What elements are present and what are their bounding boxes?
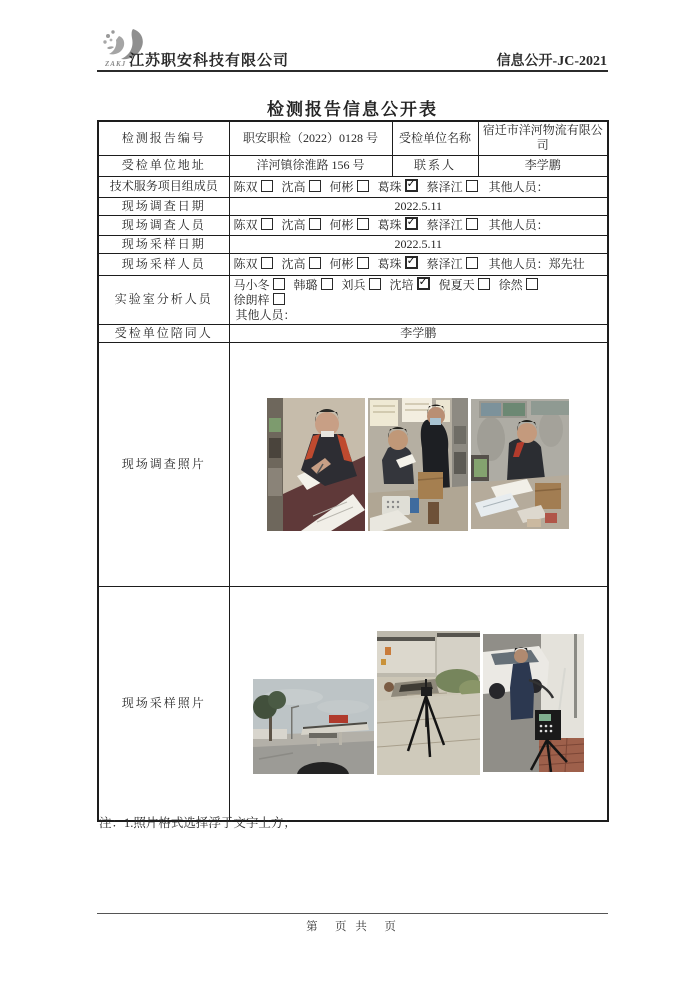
row-address [98, 155, 608, 176]
member-name: 陈双 [234, 180, 273, 194]
member-name: 沈高 [282, 218, 321, 232]
logo-text: ZAKJ [105, 60, 127, 68]
sampling-photos-label: 现场采样照片 [98, 586, 229, 821]
company-name: 江苏职安科技有限公司 [129, 53, 290, 69]
row-escort [98, 324, 608, 342]
escort-label: 受检单位陪同人 [98, 324, 229, 342]
checkbox-unchecked-icon [526, 278, 538, 290]
lab-staff-label: 实验室分析人员 [98, 275, 229, 324]
unit-address-value: 洋河镇徐淮路 156 号 [229, 155, 392, 176]
survey-photos-cell [229, 342, 608, 586]
member-name: 何彬 [330, 180, 369, 194]
checkbox-checked-icon [405, 217, 418, 230]
member-name: 蔡泽江 [427, 257, 478, 271]
footnote: 注：1.照片格式选择浮于文字上方； [99, 816, 296, 830]
other-personnel: 其他人员： [488, 179, 549, 194]
report-no-label: 检测报告编号 [98, 121, 229, 155]
member-name: 韩璐 [294, 278, 333, 292]
checkbox-unchecked-icon [261, 257, 273, 269]
member-name: 葛珠 ✓ [378, 257, 418, 271]
sampling-photos-cell [229, 586, 608, 821]
member-name: 沈高 [282, 180, 321, 194]
report-no-value: 职安职检（2022）0128 号 [229, 121, 392, 155]
escort-value: 李学鹏 [229, 324, 608, 342]
checkbox-checked-icon [405, 256, 418, 269]
other-personnel: 其他人员：郑先壮 [488, 257, 585, 271]
member-name: 徐然 [499, 278, 538, 292]
doc-code: 信息公开-JC-2021 [496, 54, 607, 69]
member-name: 徐朗梓 [234, 293, 285, 307]
survey-photo-3 [471, 399, 569, 529]
checkbox-unchecked-icon [309, 218, 321, 230]
member-name: 沈培 ✓ [390, 278, 430, 292]
survey-date-label: 现场调查日期 [98, 197, 229, 215]
survey-photo-2 [368, 398, 468, 531]
checkbox-unchecked-icon [321, 278, 333, 290]
other-personnel: 其他人员： [235, 307, 296, 322]
contact-label: 联系人 [392, 155, 478, 176]
tech-team-label: 技术服务项目组成员 [98, 176, 229, 197]
checkbox-unchecked-icon [466, 180, 478, 192]
survey-staff-label: 现场调查人员 [98, 215, 229, 235]
survey-photos-label: 现场调查照片 [98, 342, 229, 586]
other-personnel: 其他人员： [488, 218, 549, 232]
sampling-photo-2 [377, 631, 480, 775]
sampling-staff-members [229, 253, 608, 275]
member-name: 何彬 [330, 218, 369, 232]
report-form-table [97, 120, 609, 822]
sampling-staff-label: 现场采样人员 [98, 253, 229, 275]
checkbox-unchecked-icon [309, 180, 321, 192]
page-title: 检测报告信息公开表 [267, 100, 438, 119]
member-name: 葛珠 ✓ [378, 180, 418, 194]
checkbox-unchecked-icon [261, 180, 273, 192]
survey-staff-members [229, 215, 608, 235]
sampling-date-value: 2022.5.11 [229, 235, 608, 253]
footer-rule [97, 913, 608, 914]
survey-photo-1 [267, 398, 365, 531]
row-sampling-date [98, 235, 608, 253]
checkbox-unchecked-icon [357, 218, 369, 230]
row-survey-date [98, 197, 608, 215]
sampling-date-label: 现场采样日期 [98, 235, 229, 253]
checkbox-unchecked-icon [273, 293, 285, 305]
row-report-no [98, 121, 608, 155]
lab-staff-members [229, 275, 608, 324]
row-sampling-staff [98, 253, 608, 275]
checkbox-unchecked-icon [357, 180, 369, 192]
member-name: 沈高 [282, 257, 321, 271]
checkbox-checked-icon [417, 277, 430, 290]
sampling-photo-1 [253, 679, 374, 774]
checkbox-unchecked-icon [261, 218, 273, 230]
member-name: 蔡泽江 [427, 180, 478, 194]
sampling-photo-strip [234, 631, 604, 775]
checkbox-unchecked-icon [357, 257, 369, 269]
member-name: 倪夏天 [439, 278, 490, 292]
member-name: 陈双 [234, 218, 273, 232]
checkbox-unchecked-icon [466, 218, 478, 230]
header-rule [97, 70, 608, 72]
member-name: 刘兵 [342, 278, 381, 292]
checkbox-unchecked-icon [478, 278, 490, 290]
checkbox-unchecked-icon [309, 257, 321, 269]
unit-name-value: 宿迁市洋河物流有限公司 [478, 121, 608, 155]
tech-team-members [229, 176, 608, 197]
unit-address-label: 受检单位地址 [98, 155, 229, 176]
unit-name-label: 受检单位名称 [392, 121, 478, 155]
page-number: 第 页 共 页 [306, 921, 399, 933]
checkbox-unchecked-icon [369, 278, 381, 290]
checkbox-unchecked-icon [273, 278, 285, 290]
member-name: 马小冬 [234, 278, 285, 292]
member-name: 何彬 [330, 257, 369, 271]
row-tech-team [98, 176, 608, 197]
member-name: 蔡泽江 [427, 218, 478, 232]
row-lab-staff [98, 275, 608, 324]
checkbox-checked-icon [405, 179, 418, 192]
row-sampling-photos [98, 586, 608, 821]
checkbox-unchecked-icon [466, 257, 478, 269]
row-survey-staff [98, 215, 608, 235]
member-name: 葛珠 ✓ [378, 218, 418, 232]
survey-photo-strip [234, 398, 604, 531]
row-survey-photos [98, 342, 608, 586]
survey-date-value: 2022.5.11 [229, 197, 608, 215]
contact-value: 李学鹏 [478, 155, 608, 176]
member-name: 陈双 [234, 257, 273, 271]
sampling-photo-3 [483, 634, 584, 772]
